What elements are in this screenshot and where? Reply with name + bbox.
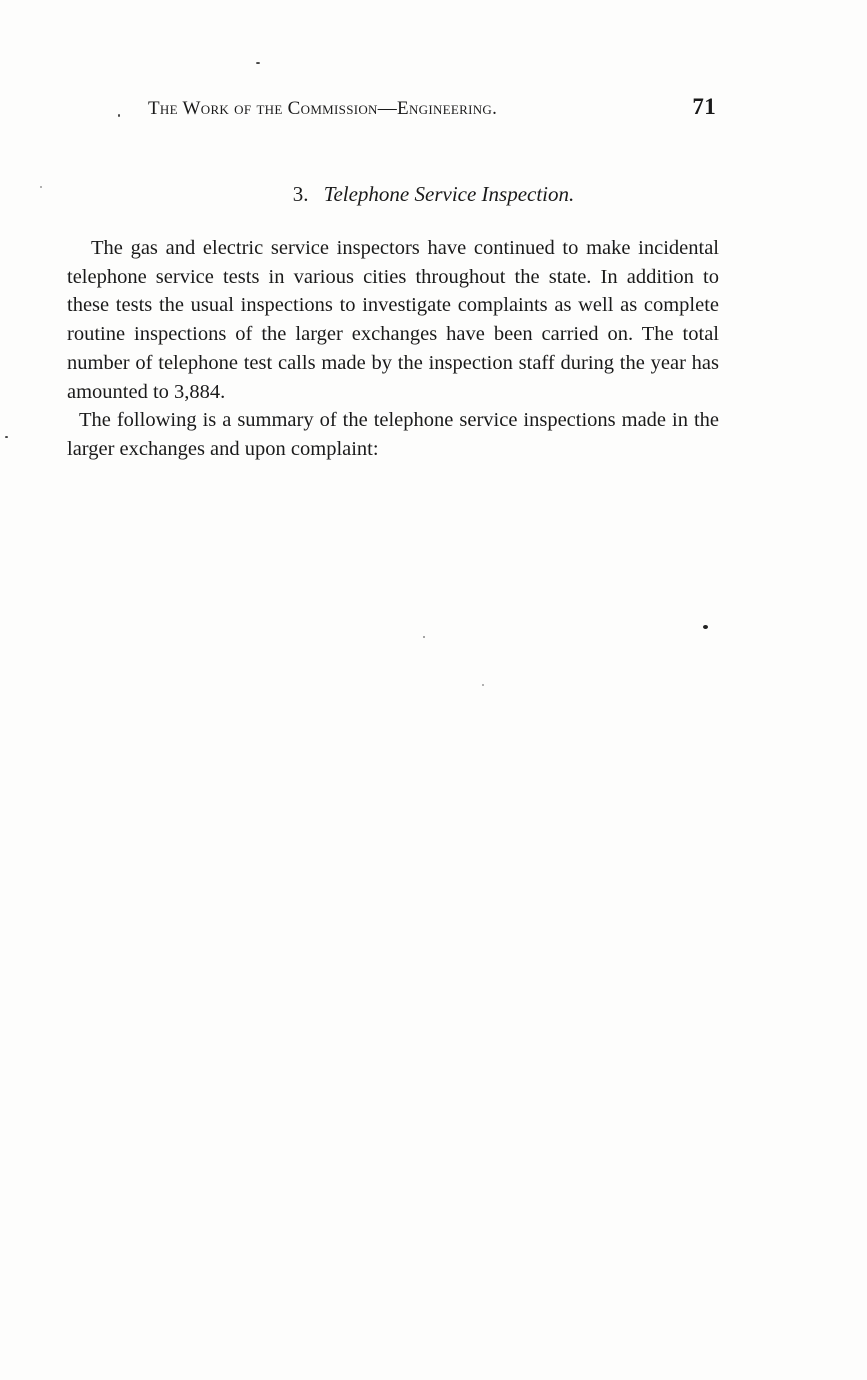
page-number: 71 xyxy=(692,94,716,119)
scan-speck xyxy=(256,62,260,64)
section-title: Telephone Service Inspection. xyxy=(323,182,575,206)
scan-speck xyxy=(5,436,8,438)
body-text xyxy=(67,234,719,464)
section-number: 3. xyxy=(292,182,309,206)
scan-speck xyxy=(118,114,120,117)
running-head xyxy=(148,95,718,123)
paragraph: The following is a summary of the telephone service inspections made in the larger exchanges and upon complaint: xyxy=(67,409,719,460)
scan-speck xyxy=(703,625,708,629)
paragraph: The gas and electric service inspectors have continued to make incidental telephone service tests in various cities throughout the state. In addition to these tests the usual inspections to investigate complaints as well as complete routine inspections of the larger exchanges have been carried on. The total number of telephone test calls made by the inspection staff during the year has amounted to 3,884. xyxy=(67,237,719,403)
running-title: The Work of the Commission—Engineering. xyxy=(148,98,498,119)
section-heading xyxy=(0,180,867,208)
scan-speck xyxy=(40,186,42,188)
scan-speck xyxy=(482,684,484,686)
scan-speck xyxy=(423,636,425,638)
